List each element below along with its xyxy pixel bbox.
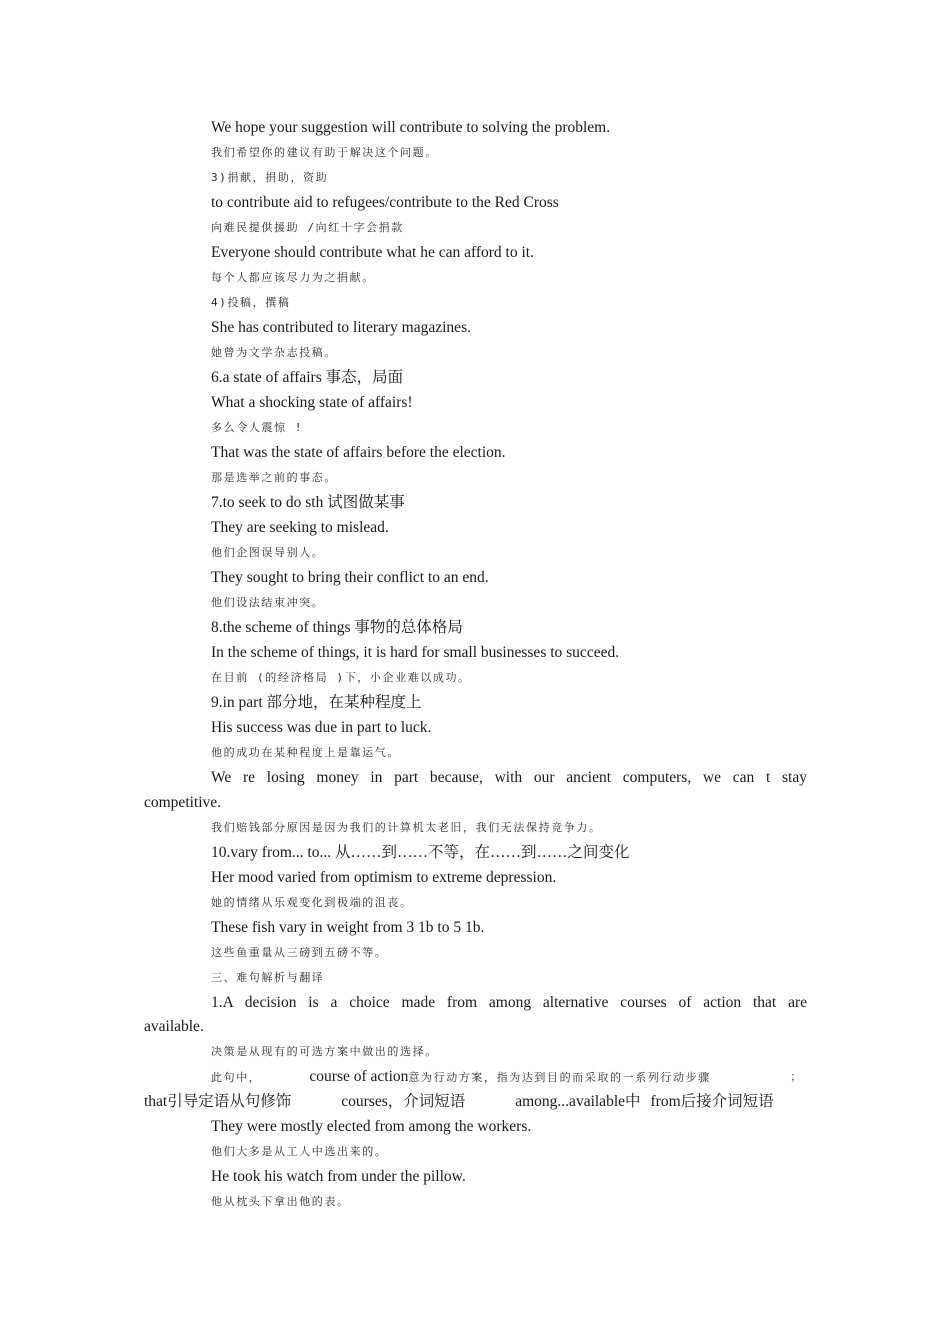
- translation: 在目前 (的经济格局 )下，小企业难以成功。: [211, 671, 471, 684]
- translation: 她的情绪从乐观变化到极端的沮丧。: [211, 896, 413, 909]
- example-sentence: to contribute aid to refugees/contribute to the Red Cross: [211, 194, 559, 211]
- analysis-among: among...available中: [515, 1093, 641, 1110]
- translation: 他们大多是从工人中选出来的。: [211, 1145, 388, 1158]
- phrase-heading: 6.a state of affairs 事态，局面: [211, 369, 404, 386]
- analysis-mark: ；: [790, 1070, 803, 1083]
- definition-heading: 3)捐献，捐助，资助: [211, 171, 329, 184]
- example-sentence-continued: competitive.: [144, 794, 222, 811]
- definition-heading: 4)投稿，撰稿: [211, 296, 291, 309]
- translation: 这些鱼重量从三磅到五磅不等。: [211, 946, 388, 959]
- translation: 他的成功在某种程度上是靠运气。: [211, 746, 400, 759]
- translation: 多么令人震惊 !: [211, 421, 304, 434]
- example-sentence: Everyone should contribute what he can afford to it.: [211, 244, 534, 261]
- example-sentence: That was the state of affairs before the election.: [211, 444, 506, 461]
- translation: 我们赔钱部分原因是因为我们的计算机太老旧，我们无法保持竞争力。: [211, 821, 602, 834]
- example-sentence: These fish vary in weight from 3 1b to 5 1b.: [211, 919, 485, 936]
- example-sentence: What a shocking state of affairs!: [211, 394, 413, 411]
- example-sentence: He took his watch from under the pillow.: [211, 1168, 466, 1185]
- example-sentence: They sought to bring their conflict to an end.: [211, 569, 489, 586]
- example-sentence: We re losing money in part because, with our ancient computers, we can t stay: [211, 769, 807, 786]
- section-heading: 三、难句解析与翻译: [211, 971, 325, 984]
- analysis-courses: courses，介词短语: [341, 1093, 466, 1110]
- translation: 那是选举之前的事态。: [211, 471, 337, 484]
- example-sentence: We hope your suggestion will contribute to solving the problem.: [211, 119, 611, 136]
- phrase-heading: 8.the scheme of things 事物的总体格局: [211, 619, 463, 636]
- translation: 他们设法结束冲突。: [211, 596, 325, 609]
- example-sentence: They were mostly elected from among the workers.: [211, 1118, 532, 1135]
- phrase-heading: 9.in part 部分地，在某种程度上: [211, 694, 422, 711]
- translation: 每个人都应该尽力为之捐献。: [211, 271, 375, 284]
- analysis-that: that引导定语从句修饰: [144, 1093, 292, 1110]
- example-sentence-continued: available.: [144, 1018, 204, 1035]
- translation: 她曾为文学杂志投稿。: [211, 346, 337, 359]
- example-sentence: In the scheme of things, it is hard for small businesses to succeed.: [211, 644, 620, 661]
- example-sentence: She has contributed to literary magazines.: [211, 319, 471, 336]
- translation: 我们希望你的建议有助于解决这个问题。: [211, 146, 438, 159]
- analysis-from: from后接介词短语: [650, 1093, 774, 1110]
- example-sentence: 1.A decision is a choice made from among alternative courses of action that are: [211, 994, 807, 1011]
- phrase-heading: 10.vary from... to... 从……到……不等，在……到……之间变化: [211, 844, 630, 861]
- translation: 他们企图误导别人。: [211, 546, 325, 559]
- phrase-heading: 7.to seek to do sth 试图做某事: [211, 494, 405, 511]
- example-sentence: Her mood varied from optimism to extreme depression.: [211, 869, 557, 886]
- example-sentence: They are seeking to mislead.: [211, 519, 389, 536]
- translation: 向难民提供援助 /向红十字会捐款: [211, 221, 404, 234]
- analysis-prefix: 此句中，: [211, 1071, 262, 1084]
- analysis-note: [211, 1067, 807, 1088]
- analysis-text: 意为行动方案，指为达到目的而采取的一系列行动步骤: [408, 1071, 711, 1084]
- translation: 他从枕头下拿出他的表。: [211, 1195, 350, 1208]
- example-sentence: His success was due in part to luck.: [211, 719, 432, 736]
- analysis-term: course of action: [309, 1068, 409, 1085]
- analysis-note-continued: [144, 1092, 807, 1112]
- translation: 决策是从现有的可选方案中做出的选择。: [211, 1045, 438, 1058]
